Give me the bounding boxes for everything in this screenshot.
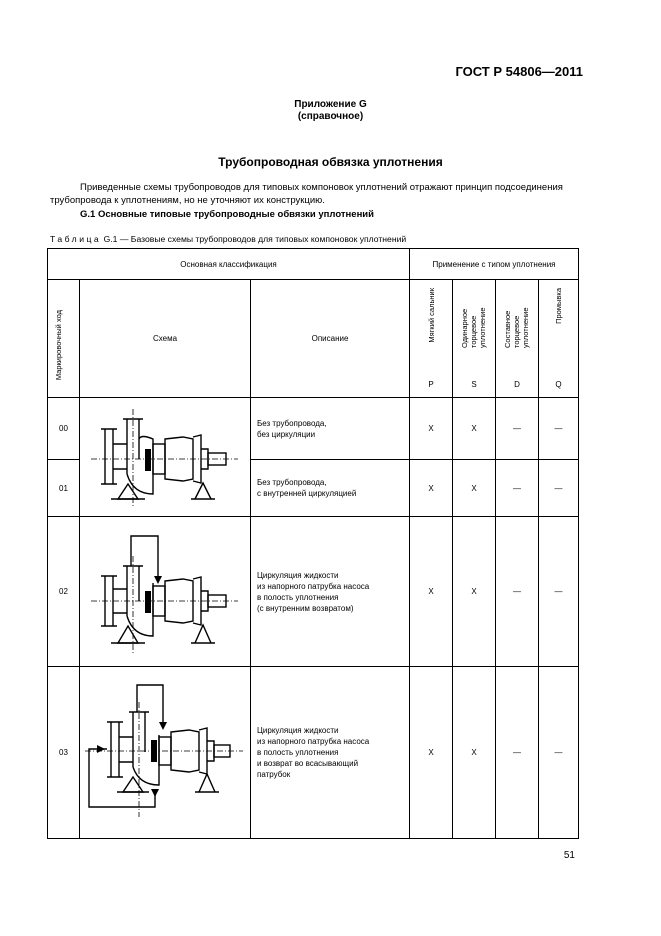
row-code: 03 [48,667,80,839]
mark-q: — [539,398,579,460]
description-line: с внутренней циркуляцией [257,489,357,498]
description-line: Циркуляция жидкости [257,726,339,735]
mark-d: — [496,398,539,460]
mark-p: X [410,398,453,460]
description-line: в полость уплотнения [257,748,339,757]
mark-d: — [496,667,539,839]
col-header-flush [539,280,579,398]
description-line: Циркуляция жидкости [257,570,339,580]
table-row [48,667,579,839]
description-line: и возврат во всасывающий [257,759,359,768]
section-title: Трубопроводная обвязка уплотнения [218,155,443,169]
table-row [48,517,579,667]
row-description [251,398,410,460]
row-code: 01 [48,460,80,517]
description-line: (с внутренним возвратом) [257,603,354,613]
description-line: без циркуляции [257,429,316,439]
description-line: из напорного патрубка насоса [257,737,370,746]
description-line: патрубок [257,770,291,779]
mark-q: — [539,667,579,839]
pump-diagram-no-piping [83,399,248,514]
mark-d: — [496,517,539,667]
scheme-cell [80,667,251,839]
col-header-seal-d [496,280,539,398]
appendix-subtitle: (справочное) [297,111,364,122]
seal-type-name: Мягкий сальник [426,288,436,343]
mark-p: X [410,460,453,517]
table-row [48,398,579,460]
piping-table [47,248,579,839]
scheme-cell [80,398,251,517]
table-caption-text: G.1 — Базовые схемы трубопроводов для типовых компоновок уплотнений [101,234,407,244]
row-code: 02 [48,517,80,667]
table-caption [50,234,406,244]
subheading: G.1 Основные типовые трубопроводные обвязки уплотнений [80,209,374,220]
table-caption-prefix: Таблица [50,234,102,244]
mark-s: X [453,667,496,839]
mark-s: X [453,460,496,517]
seal-type-name: Промывка [554,288,563,324]
appendix-title: Приложение G [294,99,367,110]
scheme-cell [80,517,251,667]
col-header-scheme: Схема [80,280,251,398]
description-line: из напорного патрубка насоса [257,581,370,591]
col-header-description: Описание [251,280,410,398]
appendix-heading [0,99,661,123]
seal-type-letter: S [471,380,477,389]
document-code: ГОСТ Р 54806—2011 [455,64,583,79]
description-line: в полость уплотнения [257,592,339,602]
seal-type-letter: D [514,380,520,389]
col-header-seal-s [453,280,496,398]
seal-type-name: Составное торцевое уплотнение [503,307,530,348]
seal-type-letter: P [428,380,434,389]
pump-diagram-return-to-suction [83,677,248,827]
col-header-seal-p [410,280,453,398]
mark-d: — [496,460,539,517]
mark-s: X [453,398,496,460]
row-description [251,460,410,517]
mark-p: X [410,517,453,667]
row-description [251,667,410,839]
group-header-classification: Основная классификация [48,249,410,280]
group-header-application: Применение с типом уплотнения [410,249,579,280]
page-number: 51 [563,850,575,861]
mark-q: — [539,460,579,517]
row-code: 00 [48,398,80,460]
description-line: Без трубопровода, [257,478,327,487]
intro-paragraph: Приведенные схемы трубопроводов для типовых компоновок уплотнений отражают принцип подсоединения трубопровода к уплотнениям, но не уточняют их конструкцию. [50,182,563,206]
description-line: Без трубопровода, [257,418,327,428]
row-description [251,517,410,667]
col-header-code [48,280,80,398]
mark-s: X [453,517,496,667]
pump-diagram-internal-return [83,521,248,661]
seal-type-name: Одинарное торцевое уплотнение [460,307,487,348]
mark-q: — [539,517,579,667]
mark-p: X [410,667,453,839]
seal-type-letter: Q [555,380,562,389]
col-header-code-text: Маркировочный ход [53,310,63,381]
